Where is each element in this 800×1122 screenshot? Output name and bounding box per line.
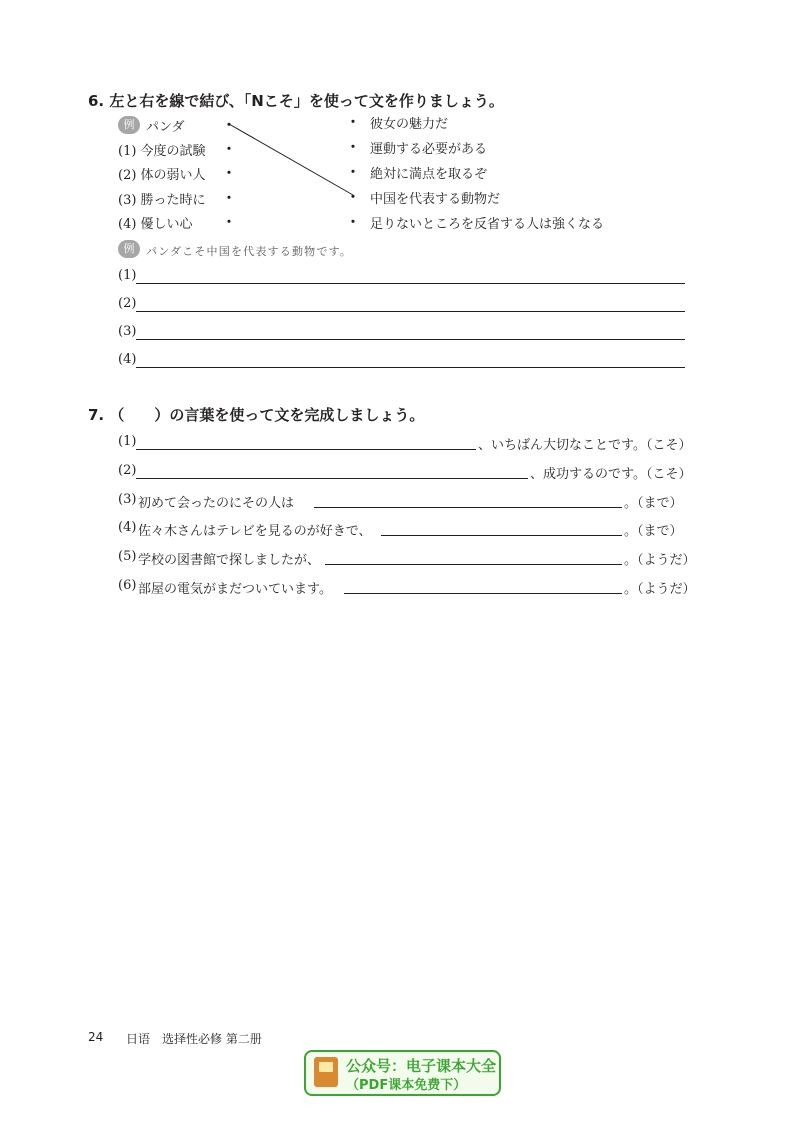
- q6-title: 6. 左と右を線で結び、「Nこそ」を使って文を作りましょう。: [88, 92, 504, 110]
- right-item-5: 足りないところを反省する人は強くなる: [370, 217, 605, 232]
- page-number: 24: [88, 1030, 104, 1044]
- right-dot[interactable]: ・: [346, 190, 360, 206]
- right-item-3: 絶対に満点を取るぞ: [370, 167, 488, 182]
- q7-item-5-before: 学校の図書館で探しましたが、: [138, 553, 321, 568]
- q7-item-number: (3): [118, 492, 137, 507]
- fill-blank-2[interactable]: [136, 478, 528, 479]
- answer-number: (4): [118, 352, 137, 367]
- q7-title: 7. （ ）の言葉を使って文を完成しましょう。: [88, 406, 425, 424]
- q7-item-number: (1): [118, 434, 137, 449]
- book-icon: [314, 1057, 338, 1087]
- fill-blank-1[interactable]: [136, 449, 476, 450]
- example-badge: 例: [118, 240, 140, 258]
- q7-item-4-before: 佐々木さんはテレビを見るのが好きで、: [138, 524, 372, 539]
- q7-item-3-after: 。（まで）: [624, 496, 683, 511]
- answer-line-2[interactable]: [136, 311, 685, 312]
- left-dot[interactable]: ・: [222, 191, 236, 207]
- answer-line-1[interactable]: [136, 283, 685, 284]
- fill-blank-6[interactable]: [344, 593, 622, 594]
- answer-number: (2): [118, 296, 137, 311]
- left-item-4: (4) 優しい心: [118, 217, 193, 232]
- watermark-badge: [304, 1050, 501, 1096]
- example-badge: 例: [118, 116, 140, 134]
- q7-item-4-after: 。（まで）: [624, 524, 683, 539]
- q7-item-1-after: 、いちばん大切なことです。（こそ）: [478, 438, 692, 453]
- q7-item-6-after: 。（ようだ）: [624, 582, 696, 597]
- right-dot[interactable]: ・: [346, 115, 360, 131]
- left-dot[interactable]: ・: [222, 215, 236, 231]
- q7-item-number: (5): [118, 549, 137, 564]
- fill-blank-5[interactable]: [325, 564, 622, 565]
- answer-line-4[interactable]: [136, 367, 685, 368]
- q7-item-number: (6): [118, 578, 137, 593]
- left-dot[interactable]: ・: [222, 118, 236, 134]
- left-dot[interactable]: ・: [222, 166, 236, 182]
- left-dot[interactable]: ・: [222, 142, 236, 158]
- right-item-4: 中国を代表する動物だ: [370, 192, 501, 207]
- q7-item-2-after: 、成功するのです。（こそ）: [530, 467, 692, 482]
- watermark-line-2: （PDF课本免费下）: [346, 1078, 467, 1093]
- left-item-2: (2) 体の弱い人: [118, 168, 206, 183]
- book-title: 日语 选择性必修 第二册: [126, 1032, 262, 1046]
- watermark-line-1: 公众号：电子课本大全: [346, 1057, 497, 1075]
- right-item-2: 運動する必要がある: [370, 142, 488, 157]
- answer-number: (3): [118, 324, 137, 339]
- answer-line-3[interactable]: [136, 339, 685, 340]
- right-dot[interactable]: ・: [346, 165, 360, 181]
- q7-item-number: (2): [118, 463, 137, 478]
- q7-item-3-before: 初めて会ったのにその人は: [138, 496, 295, 511]
- fill-blank-4[interactable]: [381, 535, 622, 536]
- answer-number: (1): [118, 268, 137, 283]
- right-dot[interactable]: ・: [346, 140, 360, 156]
- example-sentence: パンダこそ中国を代表する動物です。: [146, 245, 353, 258]
- right-dot[interactable]: ・: [346, 215, 360, 231]
- right-item-1: 彼女の魅力だ: [370, 117, 449, 132]
- left-item-3: (3) 勝った時に: [118, 193, 206, 208]
- left-item-1: (1) 今度の試験: [118, 144, 206, 159]
- q7-item-6-before: 部屋の電気がまだついています。: [138, 582, 332, 597]
- left-item-example: パンダ: [146, 120, 185, 135]
- q7-item-number: (4): [118, 520, 137, 535]
- q7-item-5-after: 。（ようだ）: [624, 553, 696, 568]
- fill-blank-3[interactable]: [314, 507, 622, 508]
